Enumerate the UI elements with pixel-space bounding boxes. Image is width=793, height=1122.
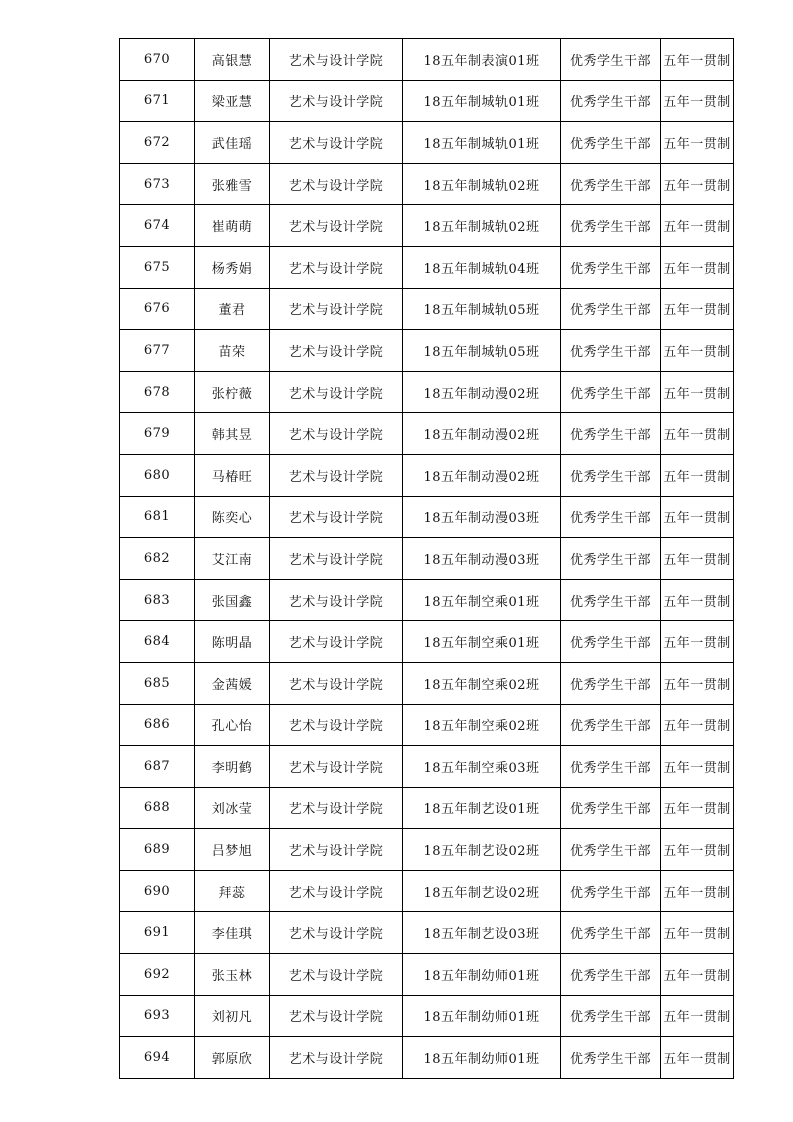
college-cell: 艺术与设计学院 xyxy=(270,122,403,164)
student-name-cell: 张柠薇 xyxy=(195,371,270,413)
award-cell: 优秀学生干部 xyxy=(561,704,661,746)
college-cell: 艺术与设计学院 xyxy=(270,371,403,413)
class-cell: 18五年制艺设03班 xyxy=(403,912,561,954)
award-cell: 优秀学生干部 xyxy=(561,995,661,1037)
table-row xyxy=(120,787,734,829)
class-cell: 18五年制城轨02班 xyxy=(403,163,561,205)
class-cell: 18五年制艺设02班 xyxy=(403,870,561,912)
award-cell: 优秀学生干部 xyxy=(561,912,661,954)
college-cell: 艺术与设计学院 xyxy=(270,746,403,788)
student-name-cell: 吕梦旭 xyxy=(195,829,270,871)
award-cell: 优秀学生干部 xyxy=(561,954,661,996)
table-row xyxy=(120,954,734,996)
table-row xyxy=(120,870,734,912)
student-name-cell: 刘初凡 xyxy=(195,995,270,1037)
program-type-cell: 五年一贯制 xyxy=(661,39,734,81)
award-cell: 优秀学生干部 xyxy=(561,870,661,912)
award-cell: 优秀学生干部 xyxy=(561,413,661,455)
award-cell: 优秀学生干部 xyxy=(561,621,661,663)
student-name-cell: 马椿旺 xyxy=(195,454,270,496)
row-number-cell: 689 xyxy=(120,829,195,871)
student-name-cell: 张国鑫 xyxy=(195,579,270,621)
program-type-cell: 五年一贯制 xyxy=(661,870,734,912)
student-name-cell: 陈奕心 xyxy=(195,496,270,538)
college-cell: 艺术与设计学院 xyxy=(270,80,403,122)
award-cell: 优秀学生干部 xyxy=(561,787,661,829)
class-cell: 18五年制幼师01班 xyxy=(403,995,561,1037)
award-cell: 优秀学生干部 xyxy=(561,163,661,205)
college-cell: 艺术与设计学院 xyxy=(270,413,403,455)
program-type-cell: 五年一贯制 xyxy=(661,122,734,164)
table-row xyxy=(120,662,734,704)
class-cell: 18五年制城轨04班 xyxy=(403,246,561,288)
award-cell: 优秀学生干部 xyxy=(561,662,661,704)
program-type-cell: 五年一贯制 xyxy=(661,538,734,580)
award-cell: 优秀学生干部 xyxy=(561,39,661,81)
program-type-cell: 五年一贯制 xyxy=(661,330,734,372)
program-type-cell: 五年一贯制 xyxy=(661,80,734,122)
program-type-cell: 五年一贯制 xyxy=(661,1037,734,1079)
college-cell: 艺术与设计学院 xyxy=(270,954,403,996)
student-name-cell: 孔心怡 xyxy=(195,704,270,746)
college-cell: 艺术与设计学院 xyxy=(270,1037,403,1079)
class-cell: 18五年制城轨01班 xyxy=(403,80,561,122)
row-number-cell: 672 xyxy=(120,122,195,164)
student-name-cell: 梁亚慧 xyxy=(195,80,270,122)
program-type-cell: 五年一贯制 xyxy=(661,371,734,413)
student-name-cell: 李明鹤 xyxy=(195,746,270,788)
row-number-cell: 693 xyxy=(120,995,195,1037)
table-row xyxy=(120,205,734,247)
row-number-cell: 673 xyxy=(120,163,195,205)
program-type-cell: 五年一贯制 xyxy=(661,787,734,829)
table-row xyxy=(120,746,734,788)
student-name-cell: 武佳瑶 xyxy=(195,122,270,164)
college-cell: 艺术与设计学院 xyxy=(270,288,403,330)
college-cell: 艺术与设计学院 xyxy=(270,538,403,580)
class-cell: 18五年制城轨01班 xyxy=(403,122,561,164)
row-number-cell: 694 xyxy=(120,1037,195,1079)
roster-table-body xyxy=(120,39,734,1079)
college-cell: 艺术与设计学院 xyxy=(270,621,403,663)
table-row xyxy=(120,413,734,455)
student-name-cell: 崔萌萌 xyxy=(195,205,270,247)
table-row xyxy=(120,330,734,372)
row-number-cell: 680 xyxy=(120,454,195,496)
table-row xyxy=(120,288,734,330)
program-type-cell: 五年一贯制 xyxy=(661,912,734,954)
class-cell: 18五年制空乘02班 xyxy=(403,704,561,746)
award-cell: 优秀学生干部 xyxy=(561,1037,661,1079)
table-row xyxy=(120,995,734,1037)
class-cell: 18五年制城轨05班 xyxy=(403,330,561,372)
table-row xyxy=(120,579,734,621)
row-number-cell: 686 xyxy=(120,704,195,746)
row-number-cell: 683 xyxy=(120,579,195,621)
table-row xyxy=(120,538,734,580)
college-cell: 艺术与设计学院 xyxy=(270,912,403,954)
table-row xyxy=(120,621,734,663)
college-cell: 艺术与设计学院 xyxy=(270,787,403,829)
award-cell: 优秀学生干部 xyxy=(561,579,661,621)
row-number-cell: 671 xyxy=(120,80,195,122)
row-number-cell: 684 xyxy=(120,621,195,663)
class-cell: 18五年制空乘02班 xyxy=(403,662,561,704)
table-row xyxy=(120,704,734,746)
college-cell: 艺术与设计学院 xyxy=(270,454,403,496)
row-number-cell: 692 xyxy=(120,954,195,996)
award-roster-table xyxy=(119,38,734,1079)
row-number-cell: 688 xyxy=(120,787,195,829)
college-cell: 艺术与设计学院 xyxy=(270,579,403,621)
student-name-cell: 张雅雪 xyxy=(195,163,270,205)
student-name-cell: 李佳琪 xyxy=(195,912,270,954)
college-cell: 艺术与设计学院 xyxy=(270,704,403,746)
program-type-cell: 五年一贯制 xyxy=(661,579,734,621)
program-type-cell: 五年一贯制 xyxy=(661,246,734,288)
program-type-cell: 五年一贯制 xyxy=(661,496,734,538)
college-cell: 艺术与设计学院 xyxy=(270,205,403,247)
program-type-cell: 五年一贯制 xyxy=(661,413,734,455)
row-number-cell: 681 xyxy=(120,496,195,538)
roster-sheet xyxy=(119,38,733,1079)
student-name-cell: 杨秀娟 xyxy=(195,246,270,288)
award-cell: 优秀学生干部 xyxy=(561,288,661,330)
program-type-cell: 五年一贯制 xyxy=(661,163,734,205)
college-cell: 艺术与设计学院 xyxy=(270,662,403,704)
program-type-cell: 五年一贯制 xyxy=(661,205,734,247)
student-name-cell: 刘冰莹 xyxy=(195,787,270,829)
class-cell: 18五年制城轨02班 xyxy=(403,205,561,247)
row-number-cell: 679 xyxy=(120,413,195,455)
program-type-cell: 五年一贯制 xyxy=(661,995,734,1037)
program-type-cell: 五年一贯制 xyxy=(661,662,734,704)
college-cell: 艺术与设计学院 xyxy=(270,163,403,205)
row-number-cell: 691 xyxy=(120,912,195,954)
college-cell: 艺术与设计学院 xyxy=(270,39,403,81)
student-name-cell: 董君 xyxy=(195,288,270,330)
table-row xyxy=(120,246,734,288)
student-name-cell: 艾江南 xyxy=(195,538,270,580)
class-cell: 18五年制艺设01班 xyxy=(403,787,561,829)
award-cell: 优秀学生干部 xyxy=(561,746,661,788)
row-number-cell: 678 xyxy=(120,371,195,413)
table-row xyxy=(120,122,734,164)
award-cell: 优秀学生干部 xyxy=(561,80,661,122)
award-cell: 优秀学生干部 xyxy=(561,371,661,413)
class-cell: 18五年制动漫03班 xyxy=(403,496,561,538)
award-cell: 优秀学生干部 xyxy=(561,538,661,580)
program-type-cell: 五年一贯制 xyxy=(661,288,734,330)
student-name-cell: 金茜媛 xyxy=(195,662,270,704)
program-type-cell: 五年一贯制 xyxy=(661,954,734,996)
class-cell: 18五年制动漫03班 xyxy=(403,538,561,580)
award-cell: 优秀学生干部 xyxy=(561,330,661,372)
class-cell: 18五年制动漫02班 xyxy=(403,371,561,413)
row-number-cell: 687 xyxy=(120,746,195,788)
row-number-cell: 670 xyxy=(120,39,195,81)
program-type-cell: 五年一贯制 xyxy=(661,454,734,496)
college-cell: 艺术与设计学院 xyxy=(270,995,403,1037)
student-name-cell: 苗荣 xyxy=(195,330,270,372)
row-number-cell: 685 xyxy=(120,662,195,704)
college-cell: 艺术与设计学院 xyxy=(270,330,403,372)
award-cell: 优秀学生干部 xyxy=(561,246,661,288)
class-cell: 18五年制艺设02班 xyxy=(403,829,561,871)
table-row xyxy=(120,163,734,205)
class-cell: 18五年制空乘03班 xyxy=(403,746,561,788)
table-row xyxy=(120,371,734,413)
student-name-cell: 陈明晶 xyxy=(195,621,270,663)
row-number-cell: 682 xyxy=(120,538,195,580)
class-cell: 18五年制幼师01班 xyxy=(403,954,561,996)
college-cell: 艺术与设计学院 xyxy=(270,246,403,288)
student-name-cell: 张玉林 xyxy=(195,954,270,996)
college-cell: 艺术与设计学院 xyxy=(270,829,403,871)
class-cell: 18五年制城轨05班 xyxy=(403,288,561,330)
table-row xyxy=(120,454,734,496)
table-row xyxy=(120,1037,734,1079)
program-type-cell: 五年一贯制 xyxy=(661,704,734,746)
program-type-cell: 五年一贯制 xyxy=(661,621,734,663)
class-cell: 18五年制表演01班 xyxy=(403,39,561,81)
college-cell: 艺术与设计学院 xyxy=(270,870,403,912)
program-type-cell: 五年一贯制 xyxy=(661,746,734,788)
table-row xyxy=(120,39,734,81)
class-cell: 18五年制幼师01班 xyxy=(403,1037,561,1079)
row-number-cell: 675 xyxy=(120,246,195,288)
award-cell: 优秀学生干部 xyxy=(561,454,661,496)
class-cell: 18五年制动漫02班 xyxy=(403,413,561,455)
row-number-cell: 690 xyxy=(120,870,195,912)
college-cell: 艺术与设计学院 xyxy=(270,496,403,538)
class-cell: 18五年制空乘01班 xyxy=(403,579,561,621)
student-name-cell: 韩其昱 xyxy=(195,413,270,455)
award-cell: 优秀学生干部 xyxy=(561,205,661,247)
award-cell: 优秀学生干部 xyxy=(561,496,661,538)
class-cell: 18五年制空乘01班 xyxy=(403,621,561,663)
program-type-cell: 五年一贯制 xyxy=(661,829,734,871)
row-number-cell: 674 xyxy=(120,205,195,247)
table-row xyxy=(120,829,734,871)
student-name-cell: 高银慧 xyxy=(195,39,270,81)
table-row xyxy=(120,80,734,122)
student-name-cell: 郭原欣 xyxy=(195,1037,270,1079)
table-row xyxy=(120,912,734,954)
row-number-cell: 676 xyxy=(120,288,195,330)
student-name-cell: 拜蕊 xyxy=(195,870,270,912)
class-cell: 18五年制动漫02班 xyxy=(403,454,561,496)
award-cell: 优秀学生干部 xyxy=(561,122,661,164)
table-row xyxy=(120,496,734,538)
row-number-cell: 677 xyxy=(120,330,195,372)
award-cell: 优秀学生干部 xyxy=(561,829,661,871)
